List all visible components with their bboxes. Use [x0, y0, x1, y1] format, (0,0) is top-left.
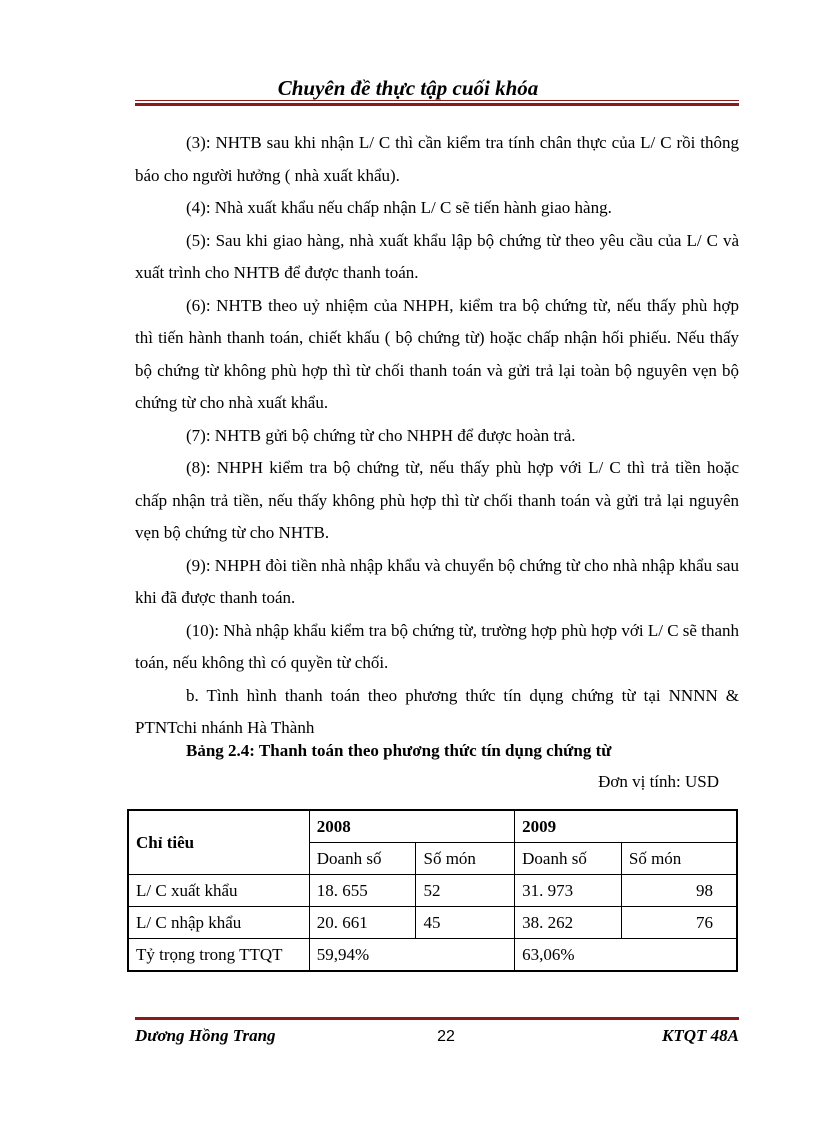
header-rule-thin — [135, 100, 739, 101]
subheader-count-2008: Số món — [416, 843, 515, 875]
row-label: Tỷ trọng trong TTQT — [128, 939, 309, 972]
footer-rule — [135, 1017, 739, 1020]
paragraph-step-3: (3): NHTB sau khi nhận L/ C thì cần kiểm tra tính chân thực của L/ C rồi thông báo cho người hưởng ( nhà xuất khẩu). — [135, 133, 739, 185]
cell-revenue-2008: 18. 655 — [309, 875, 416, 907]
footer-page-number: 22 — [437, 1028, 455, 1045]
table-row — [128, 907, 737, 939]
paragraph-step-6: (6): NHTB theo uỷ nhiệm của NHPH, kiểm tra bộ chứng từ, nếu thấy phù hợp thì tiến hành thanh toán, chiết khấu ( bộ chứng từ) hoặc chấp nhận hối phiếu. Nếu thấy bộ chứng từ không phù hợp thì từ chối thanh toán và gửi trả lại toàn bộ nguyên vẹn bộ chứng từ cho nhà xuất khẩu. — [135, 295, 739, 412]
paragraph-step-9: (9): NHPH đòi tiền nhà nhập khẩu và chuyển bộ chứng từ cho nhà nhập khẩu sau khi đã được thanh toán. — [135, 555, 739, 607]
cell-revenue-2008: 20. 661 — [309, 907, 416, 939]
header-year-2008: 2008 — [309, 810, 514, 843]
unit-label: Đơn vị tính: USD — [598, 772, 719, 791]
cell-count-2009: 98 — [621, 875, 737, 907]
body-text — [135, 127, 739, 745]
header-rule-thick — [135, 103, 739, 106]
cell-revenue-2009: 38. 262 — [515, 907, 622, 939]
lc-payment-table — [127, 809, 738, 972]
paragraph-section-b: b. Tình hình thanh toán theo phương thức tín dụng chứng từ tại NNNN & PTNTchi nhánh Hà Thành — [135, 685, 739, 737]
subheader-revenue-2008: Doanh số — [309, 843, 416, 875]
cell-revenue-2009: 31. 973 — [515, 875, 622, 907]
table-header-row — [128, 810, 737, 843]
table-row — [128, 875, 737, 907]
footer-class-code: KTQT 48A — [662, 1026, 739, 1045]
subheader-count-2009: Số món — [621, 843, 737, 875]
table-row-share — [128, 939, 737, 972]
row-label: L/ C xuất khẩu — [128, 875, 309, 907]
cell-share-2008: 59,94% — [309, 939, 514, 972]
header-indicator: Chỉ tiêu — [128, 810, 309, 875]
cell-count-2008: 45 — [416, 907, 515, 939]
paragraph-step-5: (5): Sau khi giao hàng, nhà xuất khẩu lập bộ chứng từ theo yêu cầu của L/ C và xuất trình cho NHTB để được thanh toán. — [135, 230, 739, 282]
paragraph-step-7: (7): NHTB gửi bộ chứng từ cho NHPH để được hoàn trả. — [186, 425, 576, 445]
subheader-revenue-2009: Doanh số — [515, 843, 622, 875]
paragraph-step-8: (8): NHPH kiểm tra bộ chứng từ, nếu thấy phù hợp với L/ C thì trả tiền hoặc chấp nhận trả tiền, nếu thấy không phù hợp thì từ chối thanh toán và gửi trả lại nguyên vẹn bộ chứng từ cho NHTB. — [135, 458, 739, 542]
paragraph-step-10: (10): Nhà nhập khẩu kiểm tra bộ chứng từ, trường hợp phù hợp với L/ C sẽ thanh toán, nếu không thì có quyền từ chối. — [135, 620, 739, 672]
header-year-2009: 2009 — [515, 810, 737, 843]
paragraph-step-4: (4): Nhà xuất khẩu nếu chấp nhận L/ C sẽ tiến hành giao hàng. — [186, 198, 612, 217]
cell-count-2009: 76 — [621, 907, 737, 939]
footer-author: Dương Hồng Trang — [135, 1026, 276, 1045]
cell-share-2009: 63,06% — [515, 939, 737, 972]
page-header-title: Chuyên đề thực tập cuối khóa — [277, 76, 539, 100]
row-label: L/ C nhập khẩu — [128, 907, 309, 939]
cell-count-2008: 52 — [416, 875, 515, 907]
table-caption: Bảng 2.4: Thanh toán theo phương thức tín dụng chứng từ — [186, 741, 612, 760]
